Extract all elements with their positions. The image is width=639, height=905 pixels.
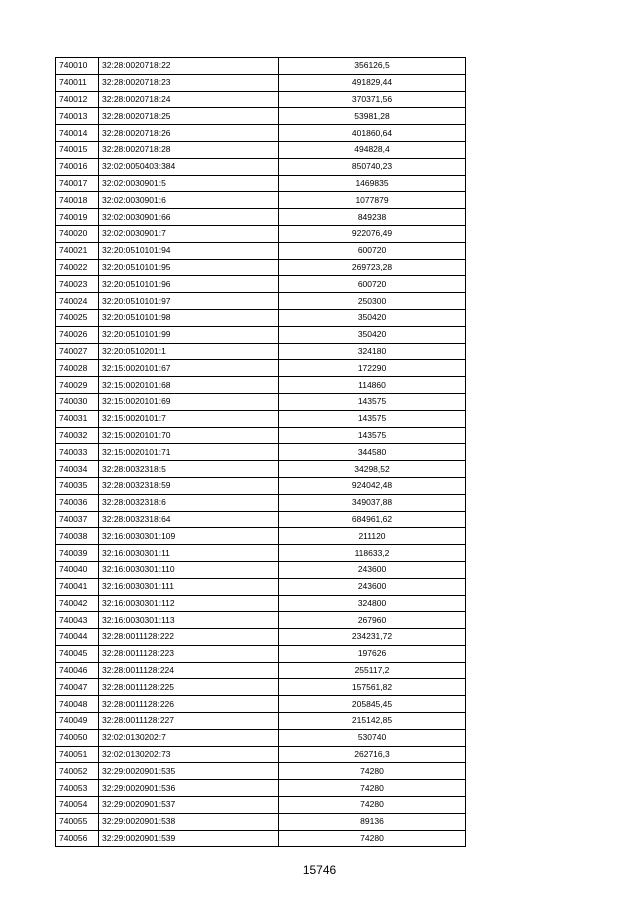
table-row [56,427,466,444]
table-body [56,58,466,847]
cadastral-value-cell: 350420 [279,326,466,343]
table-row [56,410,466,427]
cadastral-number-cell: 32:16:0030301:111 [99,578,279,595]
cadastral-number-cell: 32:20:0510101:96 [99,276,279,293]
table-row [56,141,466,158]
cadastral-value-cell: 349037,88 [279,494,466,511]
table-row [56,645,466,662]
cadastral-value-cell: 143575 [279,410,466,427]
cadastral-value-cell: 34298,52 [279,461,466,478]
cadastral-value-table [55,57,466,847]
cadastral-value-cell: 530740 [279,729,466,746]
table-row [56,326,466,343]
cadastral-value-cell: 1077879 [279,192,466,209]
table-row [56,91,466,108]
row-id-cell: 740028 [56,360,99,377]
row-id-cell: 740033 [56,444,99,461]
cadastral-value-cell: 234231,72 [279,629,466,646]
row-id-cell: 740053 [56,780,99,797]
cadastral-value-cell: 157561,82 [279,679,466,696]
table-row [56,309,466,326]
cadastral-value-cell: 600720 [279,242,466,259]
row-id-cell: 740034 [56,461,99,478]
cadastral-number-cell: 32:02:0050403:384 [99,158,279,175]
cadastral-value-cell: 267960 [279,612,466,629]
table-row [56,192,466,209]
cadastral-number-cell: 32:28:0032318:6 [99,494,279,511]
row-id-cell: 740035 [56,477,99,494]
row-id-cell: 740046 [56,662,99,679]
row-id-cell: 740047 [56,679,99,696]
cadastral-value-cell: 89136 [279,813,466,830]
cadastral-number-cell: 32:28:0011128:224 [99,662,279,679]
row-id-cell: 740041 [56,578,99,595]
cadastral-number-cell: 32:20:0510101:94 [99,242,279,259]
cadastral-value-cell: 344580 [279,444,466,461]
cadastral-number-cell: 32:20:0510101:97 [99,293,279,310]
table-row [56,746,466,763]
row-id-cell: 740031 [56,410,99,427]
cadastral-number-cell: 32:28:0020718:26 [99,125,279,142]
table-row [56,276,466,293]
cadastral-number-cell: 32:02:0130202:7 [99,729,279,746]
cadastral-number-cell: 32:15:0020101:67 [99,360,279,377]
cadastral-value-cell: 118633,2 [279,545,466,562]
table-row [56,293,466,310]
table-row [56,58,466,75]
cadastral-number-cell: 32:16:0030301:110 [99,561,279,578]
cadastral-number-cell: 32:20:0510101:95 [99,259,279,276]
row-id-cell: 740036 [56,494,99,511]
cadastral-number-cell: 32:15:0020101:7 [99,410,279,427]
table-row [56,377,466,394]
row-id-cell: 740017 [56,175,99,192]
table-row [56,561,466,578]
row-id-cell: 740020 [56,225,99,242]
row-id-cell: 740023 [56,276,99,293]
cadastral-number-cell: 32:02:0030901:7 [99,225,279,242]
cadastral-value-cell: 114860 [279,377,466,394]
table-row [56,477,466,494]
row-id-cell: 740052 [56,763,99,780]
cadastral-number-cell: 32:29:0020901:535 [99,763,279,780]
table-row [56,74,466,91]
table-row [56,679,466,696]
row-id-cell: 740054 [56,797,99,814]
cadastral-value-cell: 172290 [279,360,466,377]
cadastral-number-cell: 32:28:0011128:225 [99,679,279,696]
cadastral-value-cell: 243600 [279,561,466,578]
row-id-cell: 740044 [56,629,99,646]
row-id-cell: 740025 [56,309,99,326]
row-id-cell: 740018 [56,192,99,209]
table-row [56,797,466,814]
row-id-cell: 740039 [56,545,99,562]
row-id-cell: 740043 [56,612,99,629]
cadastral-value-cell: 74280 [279,830,466,847]
row-id-cell: 740016 [56,158,99,175]
table-row [56,578,466,595]
row-id-cell: 740048 [56,696,99,713]
cadastral-number-cell: 32:02:0130202:73 [99,746,279,763]
cadastral-number-cell: 32:28:0011128:222 [99,629,279,646]
table-row [56,729,466,746]
cadastral-number-cell: 32:15:0020101:71 [99,444,279,461]
cadastral-value-cell: 143575 [279,393,466,410]
row-id-cell: 740010 [56,58,99,75]
cadastral-value-cell: 269723,28 [279,259,466,276]
cadastral-value-cell: 143575 [279,427,466,444]
row-id-cell: 740030 [56,393,99,410]
cadastral-number-cell: 32:28:0011128:226 [99,696,279,713]
cadastral-value-cell: 262716,3 [279,746,466,763]
row-id-cell: 740029 [56,377,99,394]
row-id-cell: 740038 [56,528,99,545]
cadastral-value-cell: 74280 [279,763,466,780]
table-row [56,175,466,192]
row-id-cell: 740014 [56,125,99,142]
cadastral-number-cell: 32:28:0020718:23 [99,74,279,91]
cadastral-number-cell: 32:28:0032318:59 [99,477,279,494]
row-id-cell: 740055 [56,813,99,830]
cadastral-number-cell: 32:15:0020101:68 [99,377,279,394]
cadastral-number-cell: 32:20:0510101:99 [99,326,279,343]
cadastral-value-cell: 849238 [279,209,466,226]
table-row [56,713,466,730]
table-row [56,629,466,646]
table-row [56,780,466,797]
cadastral-value-cell: 74280 [279,797,466,814]
cadastral-number-cell: 32:28:0020718:28 [99,141,279,158]
row-id-cell: 740027 [56,343,99,360]
cadastral-number-cell: 32:16:0030301:109 [99,528,279,545]
cadastral-number-cell: 32:28:0032318:5 [99,461,279,478]
cadastral-number-cell: 32:29:0020901:536 [99,780,279,797]
table-row [56,511,466,528]
cadastral-number-cell: 32:28:0011128:227 [99,713,279,730]
table-row [56,108,466,125]
table-row [56,209,466,226]
cadastral-number-cell: 32:02:0030901:66 [99,209,279,226]
row-id-cell: 740056 [56,830,99,847]
cadastral-value-cell: 356126,5 [279,58,466,75]
cadastral-value-cell: 1469835 [279,175,466,192]
table-row [56,360,466,377]
cadastral-number-cell: 32:16:0030301:11 [99,545,279,562]
row-id-cell: 740022 [56,259,99,276]
row-id-cell: 740051 [56,746,99,763]
row-id-cell: 740040 [56,561,99,578]
cadastral-number-cell: 32:29:0020901:537 [99,797,279,814]
cadastral-number-cell: 32:28:0020718:22 [99,58,279,75]
row-id-cell: 740049 [56,713,99,730]
cadastral-number-cell: 32:02:0030901:6 [99,192,279,209]
cadastral-number-cell: 32:28:0020718:25 [99,108,279,125]
table-row [56,545,466,562]
cadastral-value-cell: 370371,56 [279,91,466,108]
cadastral-value-cell: 211120 [279,528,466,545]
row-id-cell: 740024 [56,293,99,310]
cadastral-value-cell: 401860,64 [279,125,466,142]
cadastral-number-cell: 32:15:0020101:69 [99,393,279,410]
row-id-cell: 740013 [56,108,99,125]
cadastral-value-cell: 215142,85 [279,713,466,730]
cadastral-value-cell: 922076,49 [279,225,466,242]
cadastral-value-cell: 324180 [279,343,466,360]
cadastral-value-cell: 74280 [279,780,466,797]
table-row [56,393,466,410]
cadastral-value-cell: 924042,48 [279,477,466,494]
cadastral-value-cell: 491829,44 [279,74,466,91]
table-row [56,494,466,511]
row-id-cell: 740045 [56,645,99,662]
cadastral-value-cell: 243600 [279,578,466,595]
cadastral-number-cell: 32:29:0020901:539 [99,830,279,847]
cadastral-value-cell: 494828,4 [279,141,466,158]
cadastral-number-cell: 32:16:0030301:113 [99,612,279,629]
table-row [56,528,466,545]
cadastral-number-cell: 32:15:0020101:70 [99,427,279,444]
row-id-cell: 740015 [56,141,99,158]
cadastral-number-cell: 32:28:0011128:223 [99,645,279,662]
table-row [56,763,466,780]
cadastral-value-cell: 684961,62 [279,511,466,528]
cadastral-number-cell: 32:16:0030301:112 [99,595,279,612]
table-row [56,461,466,478]
table-row [56,225,466,242]
cadastral-value-cell: 600720 [279,276,466,293]
table-row [56,259,466,276]
cadastral-value-cell: 53981,28 [279,108,466,125]
cadastral-number-cell: 32:02:0030901:5 [99,175,279,192]
cadastral-value-cell: 324800 [279,595,466,612]
table-row [56,696,466,713]
row-id-cell: 740019 [56,209,99,226]
row-id-cell: 740012 [56,91,99,108]
row-id-cell: 740050 [56,729,99,746]
table-row [56,595,466,612]
table-row [56,830,466,847]
row-id-cell: 740037 [56,511,99,528]
table-row [56,662,466,679]
cadastral-number-cell: 32:29:0020901:538 [99,813,279,830]
table-row [56,612,466,629]
row-id-cell: 740032 [56,427,99,444]
table-row [56,125,466,142]
table-row [56,343,466,360]
row-id-cell: 740011 [56,74,99,91]
table-row [56,444,466,461]
cadastral-value-cell: 197626 [279,645,466,662]
table-row [56,242,466,259]
table-row [56,158,466,175]
cadastral-number-cell: 32:28:0032318:64 [99,511,279,528]
page-number: 15746 [302,863,337,877]
row-id-cell: 740026 [56,326,99,343]
cadastral-number-cell: 32:20:0510101:98 [99,309,279,326]
row-id-cell: 740021 [56,242,99,259]
table-row [56,813,466,830]
cadastral-number-cell: 32:28:0020718:24 [99,91,279,108]
cadastral-value-cell: 850740,23 [279,158,466,175]
cadastral-value-cell: 250300 [279,293,466,310]
cadastral-number-cell: 32:20:0510201:1 [99,343,279,360]
row-id-cell: 740042 [56,595,99,612]
cadastral-value-cell: 255117,2 [279,662,466,679]
cadastral-value-cell: 205845,45 [279,696,466,713]
cadastral-value-cell: 350420 [279,309,466,326]
